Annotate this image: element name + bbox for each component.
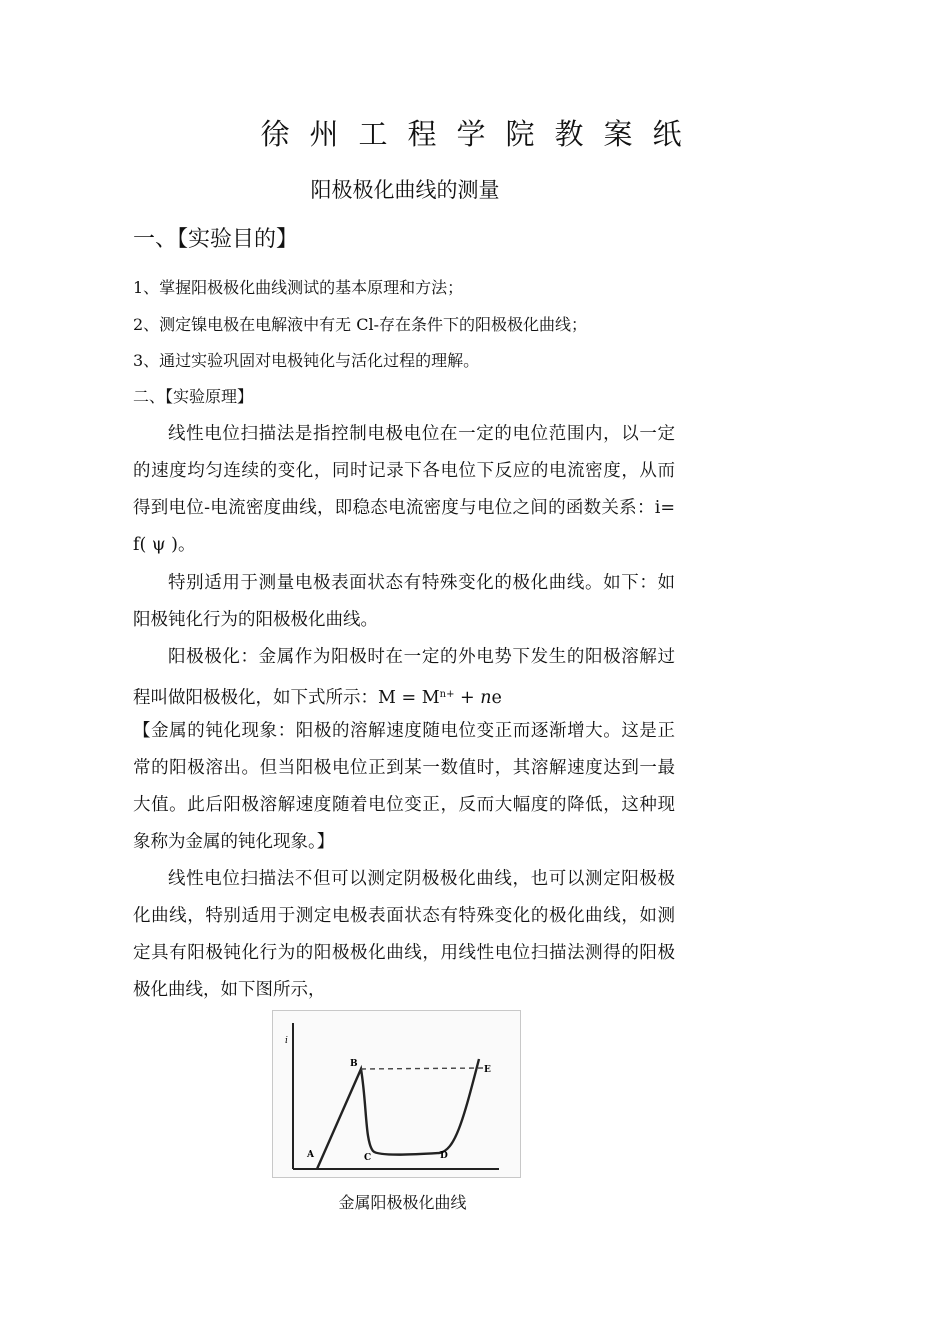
- objective-item-2: 2、测定镍电极在电解液中有无 Cl-存在条件下的阳极极化曲线；: [133, 315, 588, 334]
- point-label-a: A: [307, 1150, 314, 1160]
- principle-paragraph-2: 特别适用于测量电极表面状态有特殊变化的极化曲线。如下：如阳极钝化行为的阳极极化曲线。: [133, 573, 675, 630]
- point-label-e: E: [484, 1065, 491, 1075]
- point-label-d: D: [440, 1151, 448, 1161]
- passivation-paragraph: 【金属的钝化现象：阳极的溶解速度随电位变正而逐渐增大。这是正常的阳极溶出。但当阳极电位正到某一数值时，其溶解速度达到一最大值。此后阳极溶解速度随着电位变正，反而大幅度的降低，这种现象称为金属的钝化现象。】: [133, 721, 675, 852]
- y-axis-label: i: [285, 1036, 288, 1046]
- principle-paragraph-5: 线性电位扫描法不但可以测定阴极极化曲线，也可以测定阳极极化曲线，特别适用于测定电极表面状态有特殊变化的极化曲线，如测定具有阳极钝化行为的阳极极化曲线，用线性电位扫描法测得的阳极极化曲线，如下图所示，: [133, 869, 675, 1000]
- section-heading-principle: 二、【实验原理】: [133, 387, 254, 406]
- point-label-c: C: [364, 1153, 372, 1163]
- principle-paragraph-3: [133, 639, 675, 717]
- section-heading-objectives: 一、【实验目的】: [133, 227, 299, 252]
- document-title: 阳极极化曲线的测量: [310, 178, 500, 202]
- polarization-curve: [317, 1059, 479, 1169]
- objective-item-3: 3、通过实验巩固对电极钝化与活化过程的理解。: [133, 351, 480, 370]
- formula: $M = M^{n+}$ + ne: [378, 688, 502, 708]
- point-label-b: B: [350, 1059, 358, 1069]
- figure-caption: 金属阳极极化曲线: [338, 1193, 467, 1212]
- polarization-curve-svg: [273, 1011, 520, 1177]
- objective-item-1: 1、掌握阳极极化曲线测试的基本原理和方法；: [133, 278, 464, 297]
- polarization-curve-figure: [272, 1010, 521, 1178]
- principle-paragraph-1: 线性电位扫描法是指控制电极电位在一定的电位范围内，以一定的速度均匀连续的变化，同时记录下各电位下反应的电流密度，从而得到电位-电流密度曲线，即稳态电流密度与电位之间的函数关系：i= f( ψ )。: [133, 424, 675, 555]
- dashed-line-b-e: [361, 1068, 483, 1069]
- institution-title: 徐州工程学院教案纸: [260, 117, 702, 151]
- anodic-polarization-text: 阳极极化：金属作为阳极时在一定的外电势下发生的阳极溶解过程叫做阳极极化，如下式所示：: [133, 647, 675, 708]
